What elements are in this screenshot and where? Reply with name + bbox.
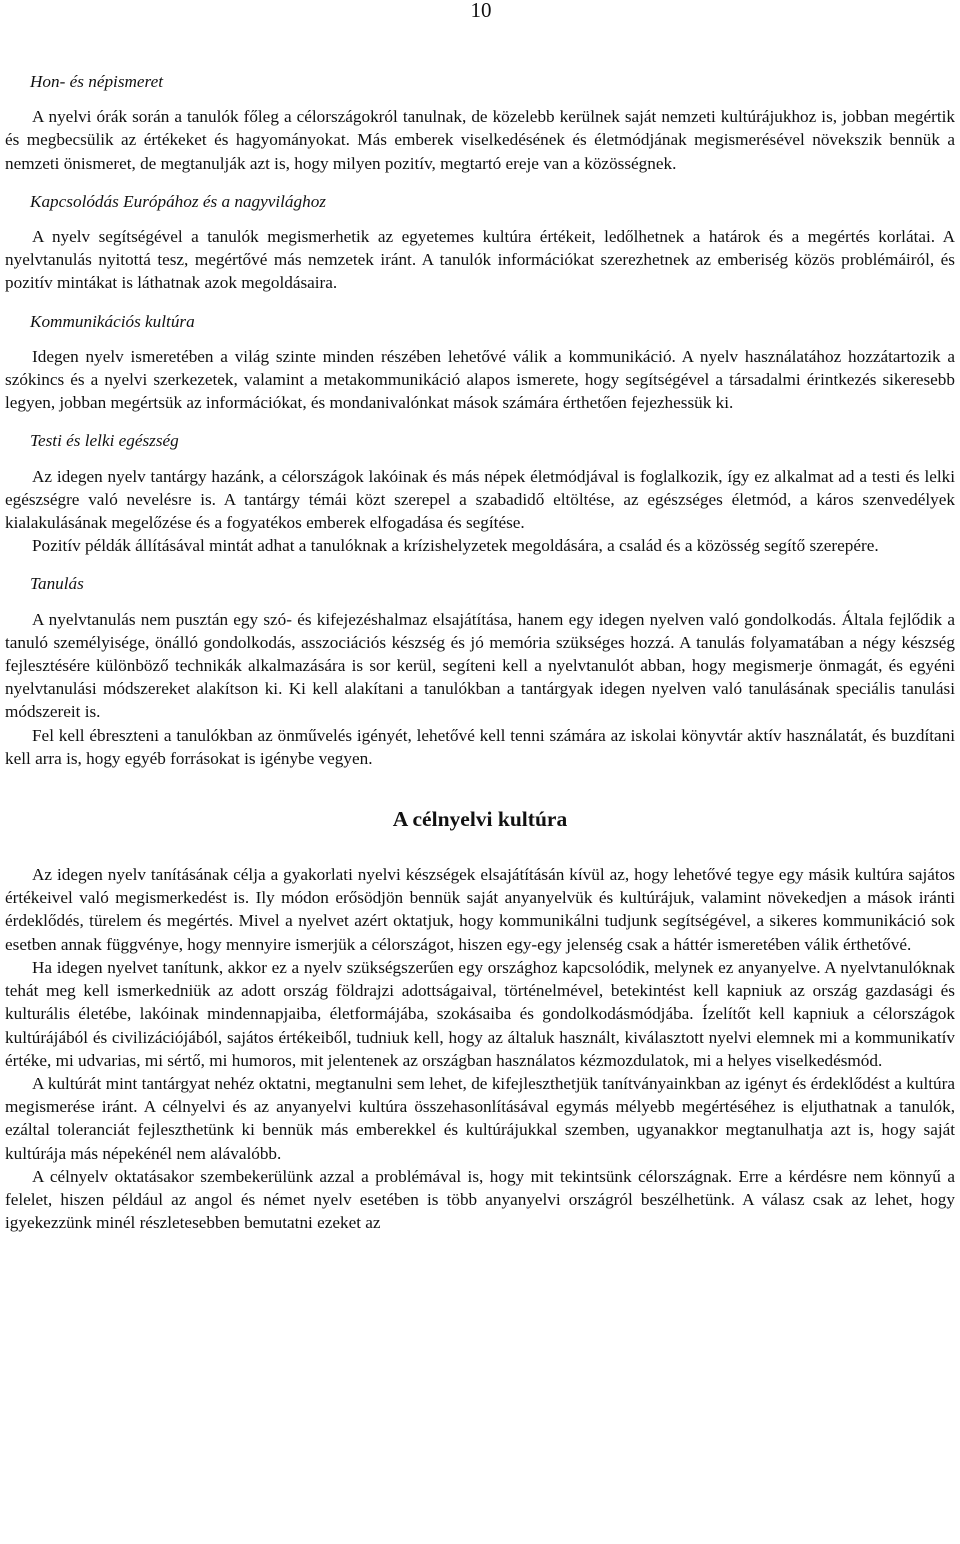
section-testi-es-lelki-egeszseg	[5, 429, 955, 557]
section-tanulas	[5, 572, 955, 770]
chapter-heading: A célnyelvi kultúra	[392, 807, 568, 832]
page-content	[5, 70, 955, 1234]
section-kapcsolodas-europahoz	[5, 190, 955, 295]
chapter-paragraph: Az idegen nyelv tanításának célja a gyakorlati nyelvi készségek elsajátításán kívül az, hogy lehetővé tegye egy másik kultúra sajátos értékeivel való megismerkedést is. Ily módon erősödjön bennük saját anyanyelvük és kultúrájuk, valamint növekedjen a mások iránti érdeklődés, türelem és megértés. Mivel a nyelvet azért oktatjuk, hogy kommunikálni tudjunk segítségével, a sikeres kommunikáció sok esetben annak függvénye, hogy mennyire ismerjük a célországot, hiszen egy-egy jelenség csak a háttér ismeretében válik érthetővé.	[5, 865, 955, 954]
section-subtitle: Kapcsolódás Európához és a nagyvilághoz	[30, 191, 326, 211]
section-subtitle: Hon- és népismeret	[30, 72, 164, 91]
section-subtitle: Tanulás	[30, 574, 84, 594]
chapter-paragraph: A kultúrát mint tantárgyat nehéz oktatni, megtanulni sem lehet, de kifejleszthetjük tanítványainkban az igényt és érdeklődést a kultúra megismerése iránt. A célnyelvi és az anyanyelvi kultúra összehasonlításával egymás mélyebb megértéséhez is eljuthatnak a tanulók, ezáltal toleranciát fejleszthetünk ki bennük más emberekkel és kultúrájukkal szemben, ugyanakkor megtanulhatja azt is, hogy saját kultúrája más népekénél nem alávalóbb.	[5, 1073, 955, 1163]
section-kommunikacios-kultura	[5, 310, 955, 415]
section-celnyelvi-kultura	[5, 863, 955, 1234]
chapter-paragraph: A célnyelv oktatásakor szembekerülünk azzal a problémával is, hogy mit tekintsünk célországnak. Erre a kérdésre nem könnyű a felelet, hiszen például az angol és német nyelv esetében is több anyanyelvi országról beszélhetünk. A válasz csak az lehet, hogy igyekezzünk minél részletesebben bemutatni ezeket az	[5, 1166, 955, 1233]
section-paragraph: A nyelv segítségével a tanulók megismerhetik az egyetemes kultúra értékeit, ledőlhetnek a határok és a megértés korlátai. A nyelvtanulás nyitottá tesz, megértővé más nemzetek iránt. A tanulók információkat szerezhetnek az emberiség közös problémáiról, és pozitív mintákat is láthatnak azok megoldásaira.	[5, 227, 955, 293]
page-number: 10	[470, 0, 492, 22]
section-paragraph: Fel kell ébreszteni a tanulókban az önművelés igényét, lehetővé kell tenni számára az iskolai könyvtár aktív használatát, és buzdítani kell arra is, hogy egyéb forrásokat is igénybe vegyen.	[5, 725, 955, 768]
section-paragraph: A nyelvi órák során a tanulók főleg a célországokról tanulnak, de közelebb kerülnek saját nemzeti kultúrájukhoz is, jobban megértik és megbecsülik az értékeket és hagyományokat. Más emberek viselkedésének és életmódjának megismerésével növekszik bennük a nemzeti önismeret, de megtanulják azt is, hogy milyen pozitív, megtartó ereje van a közösségnek.	[5, 107, 955, 173]
section-paragraph: A nyelvtanulás nem pusztán egy szó- és kifejezéshalmaz elsajátítása, hanem egy idegen nyelven való gondolkodás. Általa fejlődik a tanuló személyisége, önálló gondolkodás, asszociációs készség és jó memória szükséges hozzá. A tanulás folyamatában a négy készség fejlesztésére különböző technikák alkalmazására is sor kerül, segíteni kell a nyelvtanulót abban, hogy megismerje önmagát, és egyéni nyelvtanulási módszereket alakítson ki. Ki kell alakítani a tanulókban a tantárgyak idegen nyelven való tanulásának speciális tanulási módszereit is.	[5, 609, 955, 722]
section-subtitle: Kommunikációs kultúra	[30, 311, 195, 331]
section-subtitle: Testi és lelki egészség	[30, 431, 179, 451]
section-paragraph: Idegen nyelv ismeretében a világ szinte minden részében lehetővé válik a kommunikáció. A nyelv használatához hozzátartozik a szókincs és a nyelvi szerkezetek, valamint a metakommunikáció alapos ismerete, hogy segítségével a társadalmi érintkezés sikeresebb legyen, jobban megértsük az információkat, és mondanivalónkat mások számára érthetően fejezhessük ki.	[5, 346, 955, 413]
section-paragraph: Pozitív példák állításával mintát adhat a tanulóknak a krízishelyzetek megoldására, a család és a közösség segítő szerepére.	[32, 536, 879, 556]
section-hon-es-nepismeret	[5, 70, 955, 175]
section-paragraph: Az idegen nyelv tantárgy hazánk, a célországok lakóinak és más népek életmódjával is foglalkozik, így ez alkalmat ad a testi és lelki egészségre való nevelésre is. A tantárgy témái közt szerepel a szabadidő eltöltése, az egészséges életmód, a káros szenvedélyek kialakulásának megelőzése és a fogyatékos emberek elfogadása és segítése.	[5, 466, 955, 533]
chapter-paragraph: Ha idegen nyelvet tanítunk, akkor ez a nyelv szükségszerűen egy országhoz kapcsolódik, melynek ez anyanyelve. A nyelvtanulóknak tehát meg kell ismerkedniük az adott ország földrajzi adottságaival, történelmével, betekintést kell kapniuk az ország gazdasági és kulturális életébe, lakóinak mindennapjaiba, életformájába, szokásaiba és gondolkodásmódjába. Ízelítőt kell kapniuk a célországok kultúrájából és civilizációjából, sajátos értékeiből, tudniuk kell, hogy az általuk használt, kiválasztott nyelvi elemnek mi a kommunikatív értéke, mi udvarias, mi sértő, mi humoros, mit jelentenek az országban használatos kézmozdulatok, mi a helyes viselkedésmód.	[5, 957, 955, 1070]
